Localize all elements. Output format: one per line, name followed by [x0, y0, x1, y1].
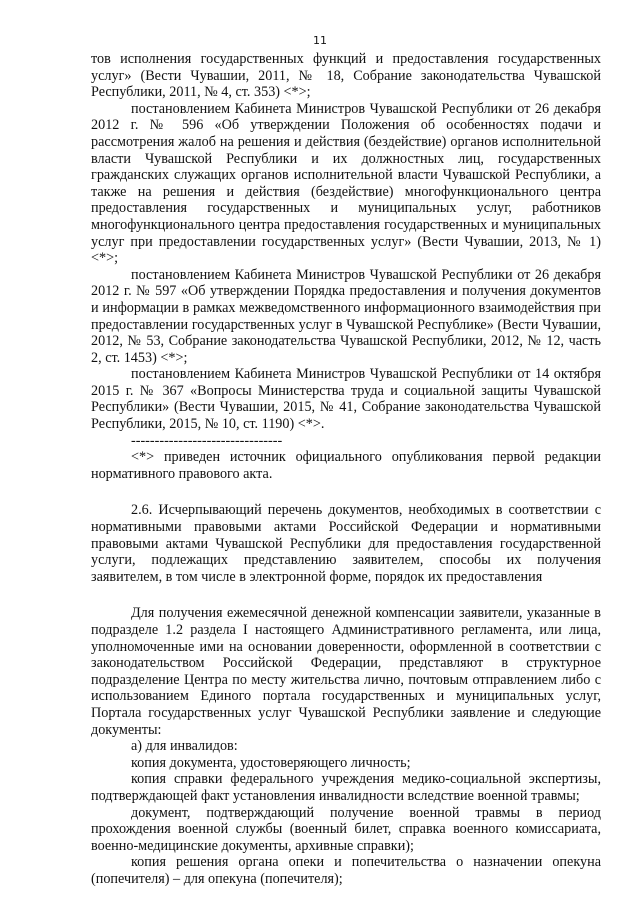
section-heading-2-6: 2.6. Исчерпывающий перечень документов, необходимых в соответствии с нормативными правовыми актами Российской Федерации и нормативными правовыми актами Чувашской Республики для предоставления государственной услуги, подлежащих представлению заявителем, способы их получения заявителем, в том числе в электронной форме, порядок их предоставления	[91, 502, 601, 585]
list-heading-disabled: а) для инвалидов:	[131, 738, 238, 755]
footnote-text: <*> приведен источник официального опубликования первой редакции нормативного правового акта.	[91, 449, 601, 482]
paragraph-resolution-596: постановлением Кабинета Министров Чувашской Республики от 26 декабря 2012 г. № 596 «Об утверждении Положения об особенностях подачи и рассмотрения жалоб на решения и действия (бездействие) органов исполнительной власти Чувашской Республики и их должностных лиц, государственных гражданских служащих органов исполнительной власти Чувашской Республики, а также на решения и действия (бездействие) многофункционального центра предоставления государственных и муниципальных услуг, работников многофункционального центра предоставления государственных и муниципальных услуг при предоставлении государственных услуг» (Вести Чувашии, 2013, № 1) <*>;	[91, 100, 601, 267]
list-item: документ, подтверждающий получение военной травмы в период прохождения военной службы (военный билет, справка военного комиссариата, военно-медицинские документы, архивные справки);	[91, 804, 601, 854]
paragraph-continuation: тов исполнения государственных функций и предоставления государственных услуг» (Вести Чувашии, 2011, № 18, Собрание законодательства Чувашской Республики, 2011, № 4, ст. 353) <*>;	[91, 51, 601, 101]
paragraph-resolution-597: постановлением Кабинета Министров Чувашской Республики от 26 декабря 2012 г. № 597 «Об утверждении Порядка предоставления и получения документов и информации в рамках межведомственного информационного взаимодействия при предоставлении государственных услуг в Чувашской Республике» (Вести Чувашии, 2012, № 53, Собрание законодательства Чувашской Республики, 2012, № 12, часть 2, ст. 1453) <*>;	[91, 266, 601, 366]
list-item: копия решения органа опеки и попечительства о назначении опекуна (попечителя) – для опекуна (попечителя);	[91, 854, 601, 887]
paragraph-resolution-367: постановлением Кабинета Министров Чувашской Республики от 14 октября 2015 г. № 367 «Вопросы Министерства труда и социальной защиты Чувашской Республики» (Вести Чувашии, 2015, № 41, Собрание законодательства Чувашской Республики, 2015, № 10, ст. 1190) <*>.	[91, 366, 601, 433]
document-body	[91, 51, 601, 888]
footnote-separator: --------------------------------	[131, 432, 283, 449]
paragraph-requirements: Для получения ежемесячной денежной компенсации заявители, указанные в подразделе 1.2 раздела I настоящего Административного регламента, или лица, уполномоченные ими на основании доверенности, оформленной в соответствии с законодательством Российской Федерации, представляют в структурное подразделение Центра по месту жительства лично, почтовым отправлением либо с использованием Единого портала государственных и муниципальных услуг, Портала государственных услуг Чувашской Республики заявление и следующие документы:	[91, 605, 601, 738]
page-number: 11	[313, 34, 327, 47]
list-item: копия документа, удостоверяющего личность;	[131, 754, 411, 771]
list-item: копия справки федерального учреждения медико-социальной экспертизы, подтверждающей факт установления инвалидности вследствие военной травмы;	[91, 771, 601, 804]
